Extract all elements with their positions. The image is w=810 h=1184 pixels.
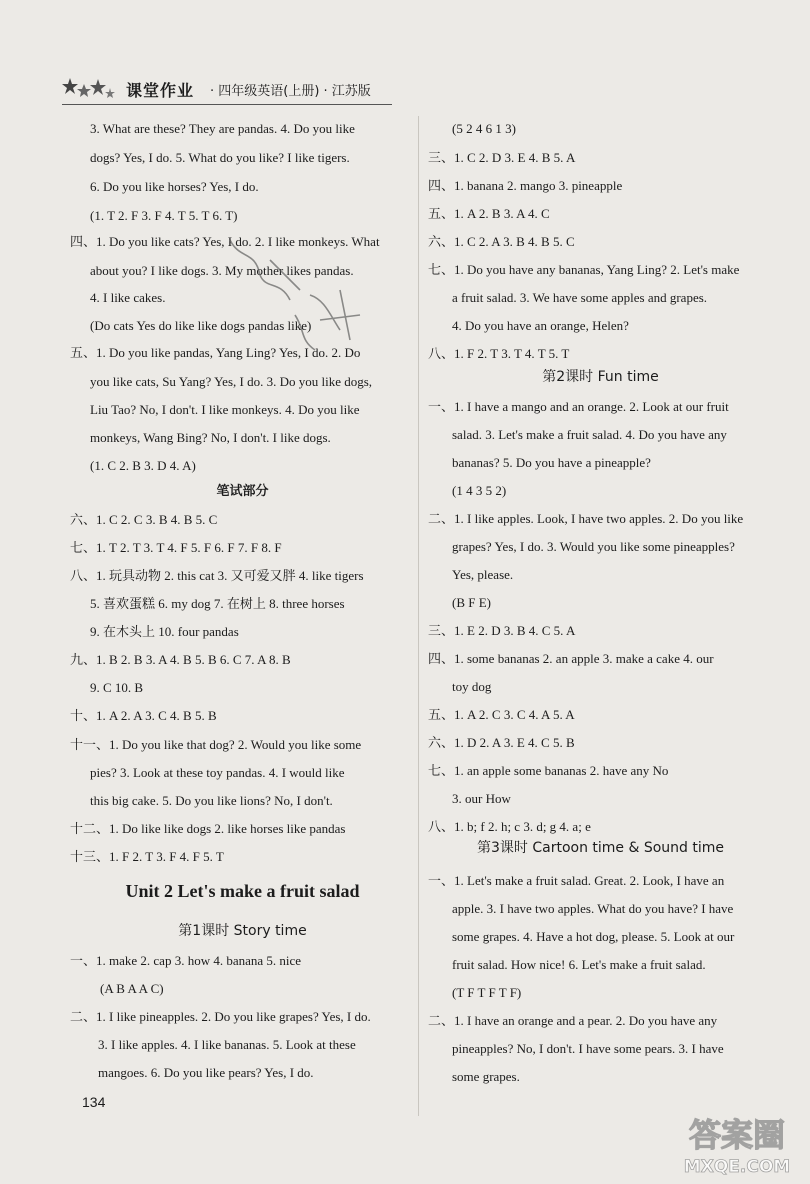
answer-line: 二、1. I have an orange and a pear. 2. Do you have any [428, 1013, 718, 1028]
answer-line: 一、1. make 2. cap 3. how 4. banana 5. nice [70, 953, 302, 968]
answer-line: Yes, please. [452, 567, 514, 582]
answer-line: 三、1. C 2. D 3. E 4. B 5. A [428, 150, 576, 165]
answer-line: (B F E) [452, 595, 491, 610]
answer-line: 4. I like cakes. [90, 290, 166, 305]
answer-line: (1. T 2. F 3. F 4. T 5. T 6. T) [90, 208, 238, 223]
answer-line: some grapes. [452, 1069, 520, 1084]
answer-line: 十三、1. F 2. T 3. F 4. F 5. T [70, 849, 224, 864]
answer-line: 六、1. C 2. A 3. B 4. B 5. C [428, 234, 575, 249]
answer-line: 四、1. some bananas 2. an apple 3. make a cake 4. our [428, 651, 714, 666]
answer-line: 一、1. Let's make a fruit salad. Great. 2. Look, I have an [428, 873, 725, 888]
page-number: 134 [82, 1094, 106, 1110]
answer-line: 九、1. B 2. B 3. A 4. B 5. B 6. C 7. A 8. B [70, 652, 291, 667]
header-rule [62, 104, 392, 105]
answer-line: 六、1. C 2. C 3. B 4. B 5. C [70, 512, 218, 527]
answer-line: 四、1. Do you like cats? Yes, I do. 2. I like monkeys. What [70, 234, 380, 249]
answer-line: 四、1. banana 2. mango 3. pineapple [428, 178, 623, 193]
site-watermark [672, 1106, 802, 1180]
answer-line: 十、1. A 2. A 3. C 4. B 5. B [70, 708, 217, 723]
answer-line: pies? 3. Look at these toy pandas. 4. I would like [90, 765, 345, 780]
answer-line: (A B A A C) [100, 981, 164, 996]
answer-line: 八、1. 玩具动物 2. this cat 3. 又可爱又胖 4. like tigers [70, 568, 364, 583]
answer-line: 3. What are these? They are pandas. 4. Do you like [90, 121, 355, 136]
answer-line: you like cats, Su Yang? Yes, I do. 3. Do you like dogs, [90, 374, 373, 389]
answer-line: mangoes. 6. Do you like pears? Yes, I do. [98, 1065, 314, 1080]
answer-line: about you? I like dogs. 3. My mother likes pandas. [90, 263, 354, 278]
answer-line: 六、1. D 2. A 3. E 4. C 5. B [428, 735, 575, 750]
answer-line: 3. our How [452, 791, 511, 806]
column-divider [418, 116, 419, 1116]
answer-line: fruit salad. How nice! 6. Let's make a fruit salad. [452, 957, 706, 972]
answer-line: 3. I like apples. 4. I like bananas. 5. Look at these [98, 1037, 356, 1052]
answer-line: some grapes. 4. Have a hot dog, please. 5. Look at our [452, 929, 735, 944]
answer-line: 七、1. an apple some bananas 2. have any No [428, 763, 669, 778]
answer-line: (Do cats Yes do like like dogs pandas like) [90, 318, 312, 333]
answer-line: 五、1. A 2. C 3. C 4. A 5. A [428, 707, 575, 722]
answer-line: (1. C 2. B 3. D 4. A) [90, 458, 196, 473]
answer-line: (5 2 4 6 1 3) [452, 121, 516, 136]
answer-line: 9. C 10. B [90, 680, 144, 695]
answer-line: 八、1. b; f 2. h; c 3. d; g 4. a; e [428, 819, 591, 834]
answer-line: apple. 3. I have two apples. What do you have? I have [452, 901, 734, 916]
answer-line: 一、1. I have a mango and an orange. 2. Look at our fruit [428, 399, 729, 414]
answer-line: 二、1. I like apples. Look, I have two apples. 2. Do you like [428, 511, 744, 526]
answer-line: 七、1. T 2. T 3. T 4. F 5. F 6. F 7. F 8. F [70, 540, 282, 555]
answer-line: a fruit salad. 3. We have some apples and grapes. [452, 290, 708, 305]
answer-line: this big cake. 5. Do you like lions? No, I don't. [90, 793, 333, 808]
answer-line: pineapples? No, I don't. I have some pears. 3. I have [452, 1041, 724, 1056]
answer-line: toy dog [452, 679, 492, 694]
header-title: 课堂作业 [126, 81, 195, 100]
lesson1-title: 第1课时 Story time [178, 923, 307, 939]
answer-line: 4. Do you have an orange, Helen? [452, 318, 629, 333]
svg-text:MXQE.COM: MXQE.COM [683, 1157, 791, 1177]
answer-line: monkeys, Wang Bing? No, I don't. I like dogs. [90, 430, 331, 445]
answer-line: (T F T F T F) [452, 985, 522, 1000]
answer-line: dogs? Yes, I do. 5. What do you like? I like tigers. [90, 150, 350, 165]
header-subtitle: · 四年级英语(上册) · 江苏版 [210, 84, 371, 99]
answer-line: bananas? 5. Do you have a pineapple? [452, 455, 651, 470]
answer-line: 二、1. I like pineapples. 2. Do you like grapes? Yes, I do. [70, 1009, 371, 1024]
answer-line: (1 4 3 5 2) [452, 483, 507, 498]
answer-line: grapes? Yes, I do. 3. Would you like some pineapples? [452, 539, 735, 554]
answer-line: 五、1. A 2. B 3. A 4. C [428, 206, 550, 221]
answer-line: salad. 3. Let's make a fruit salad. 4. Do you have any [452, 427, 727, 442]
answer-line: 十一、1. Do you like that dog? 2. Would you like some [70, 737, 362, 752]
lesson2-title: 第2课时 Fun time [542, 369, 659, 385]
svg-text:答案圈: 答案圈 [688, 1116, 786, 1154]
answer-line: 十二、1. Do like like dogs 2. like horses like pandas [70, 821, 346, 836]
answer-line: 七、1. Do you have any bananas, Yang Ling? 2. Let's make [428, 262, 740, 277]
page-header [60, 72, 390, 108]
answer-line: Liu Tao? No, I don't. I like monkeys. 4. Do you like [90, 402, 360, 417]
lesson3-title: 第3课时 Cartoon time & Sound time [476, 840, 725, 856]
unit-title: Unit 2 Let's make a fruit salad [125, 881, 360, 901]
answer-line: 5. 喜欢蛋糕 6. my dog 7. 在树上 8. three horses [90, 596, 345, 611]
section-heading-written: 笔试部分 [216, 484, 269, 499]
answer-line: 三、1. E 2. D 3. B 4. C 5. A [428, 623, 576, 638]
answer-line: 八、1. F 2. T 3. T 4. T 5. T [428, 346, 570, 361]
answer-line: 6. Do you like horses? Yes, I do. [90, 179, 259, 194]
answer-line: 五、1. Do you like pandas, Yang Ling? Yes, I do. 2. Do [70, 345, 361, 360]
stars-icon [60, 76, 120, 104]
answer-line: 9. 在木头上 10. four pandas [90, 624, 239, 639]
